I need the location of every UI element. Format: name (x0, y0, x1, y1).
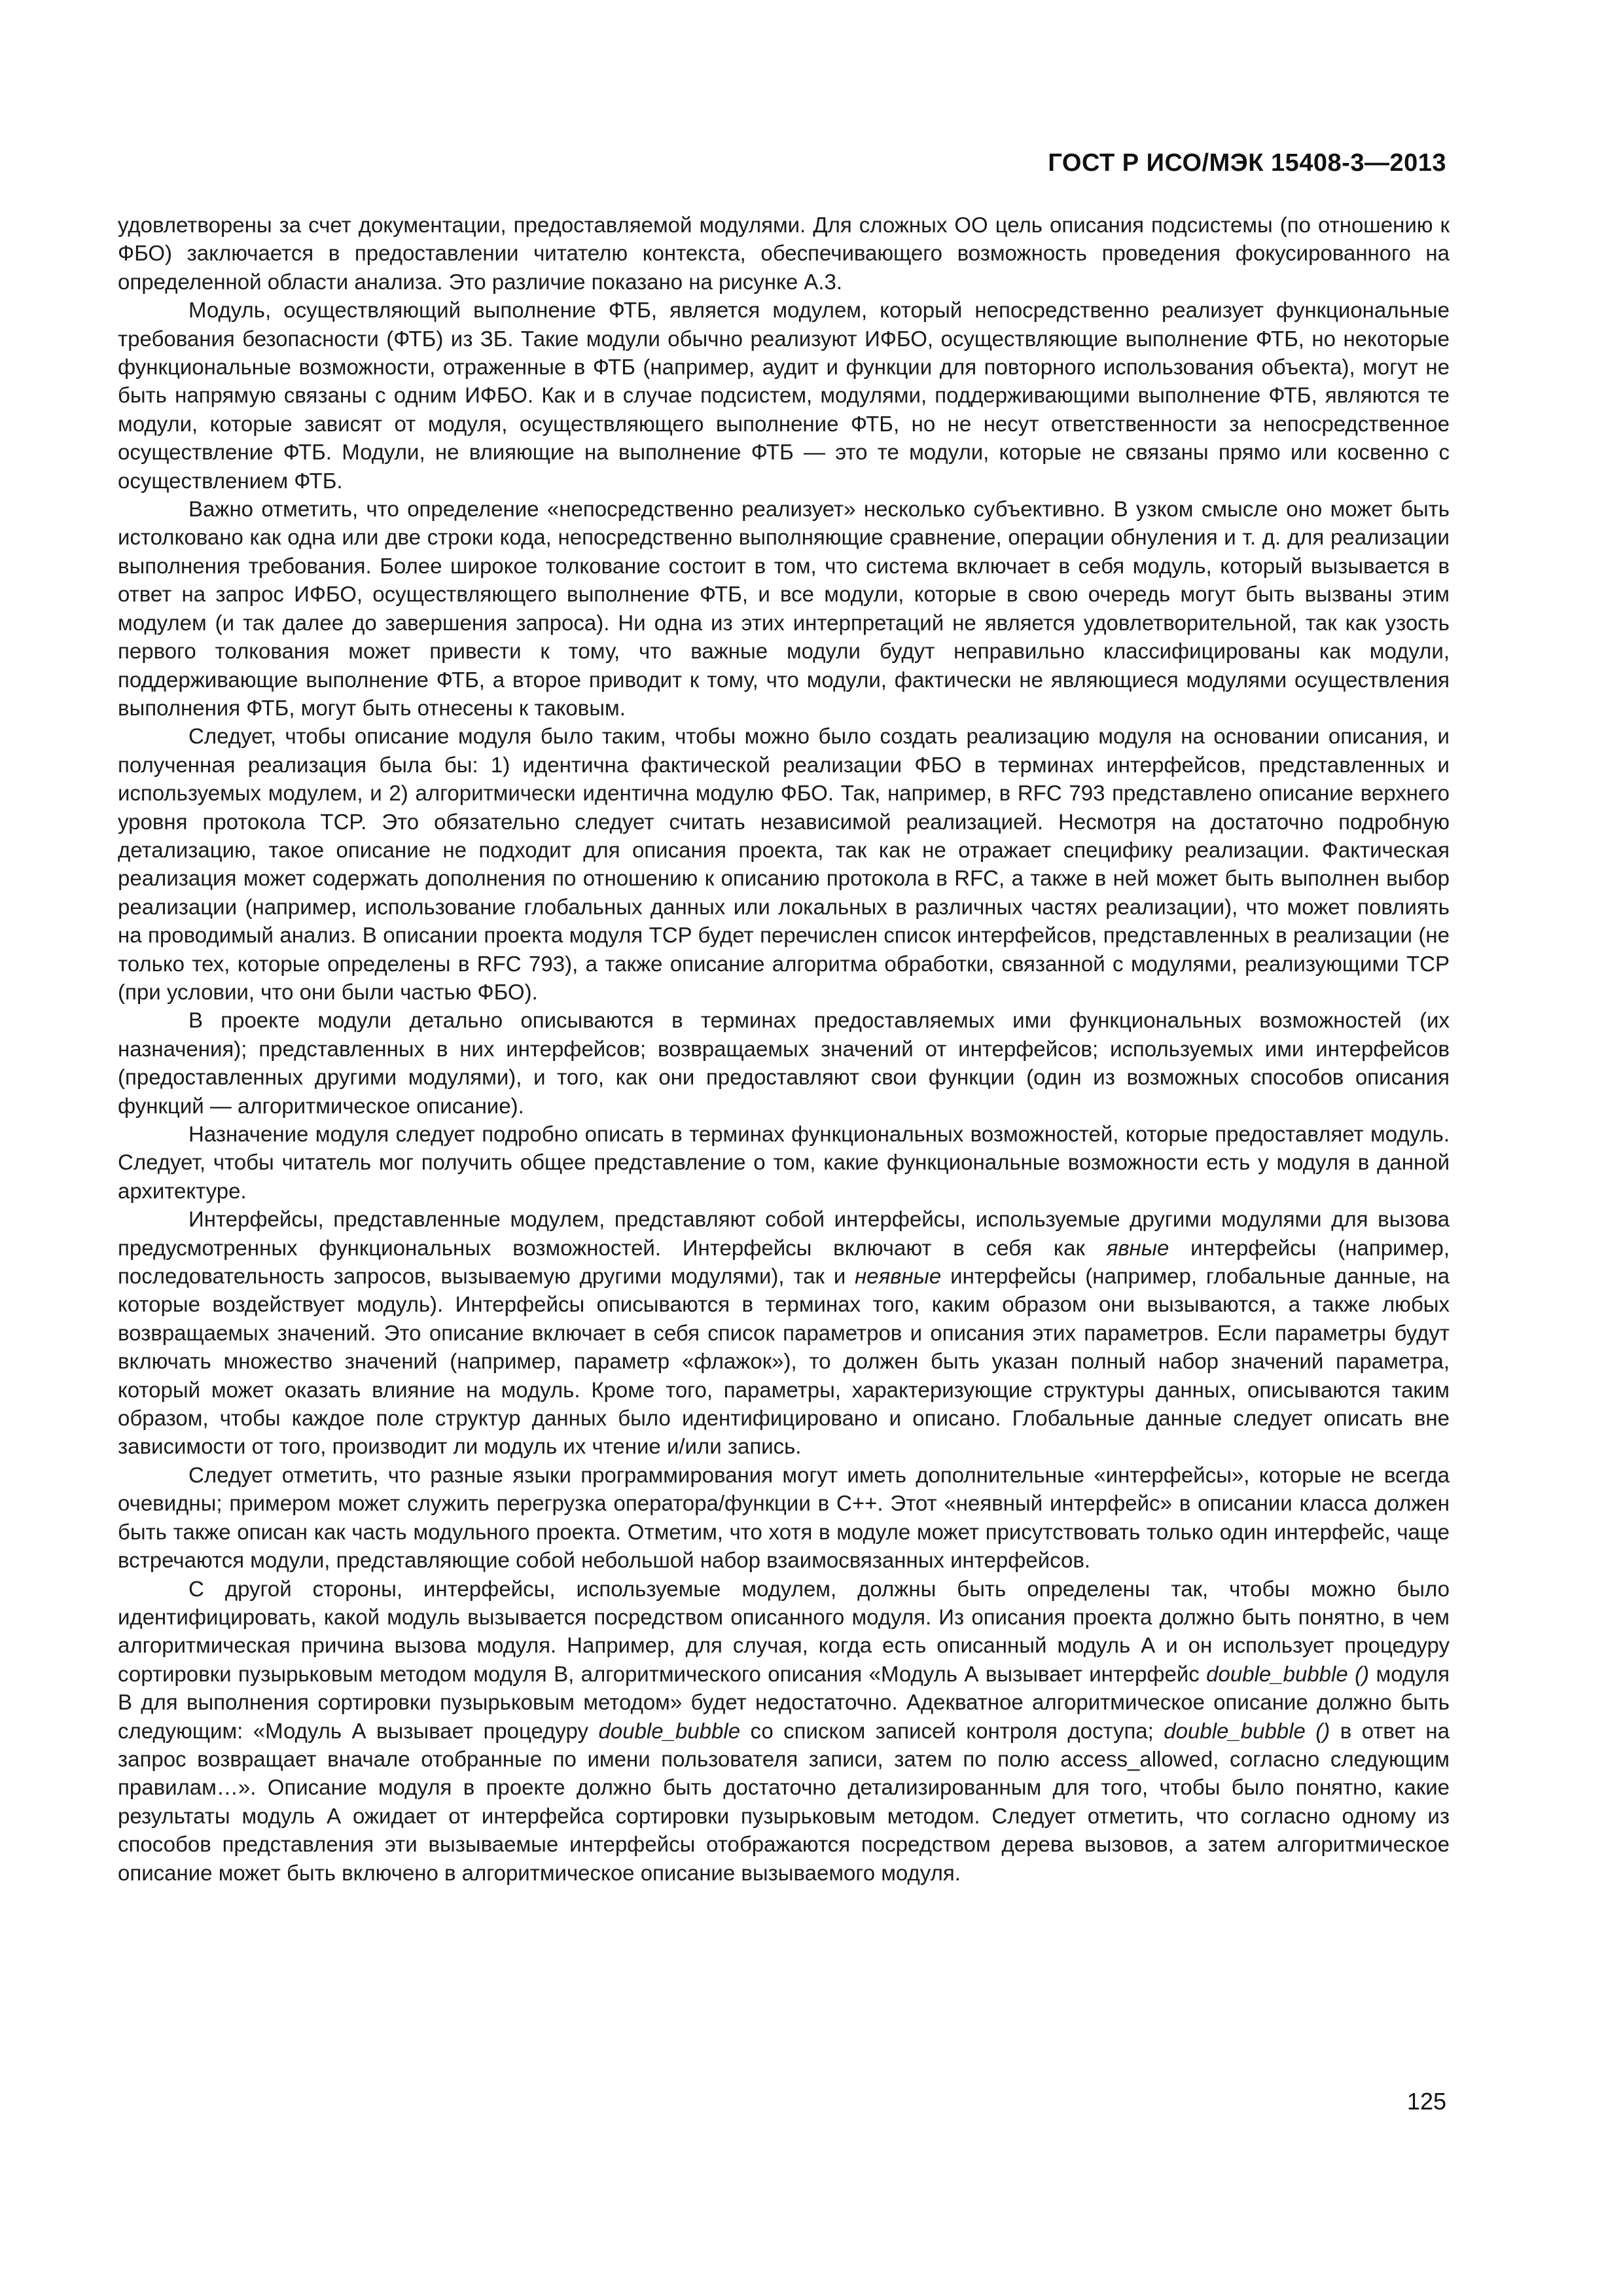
paragraph-text: интерфейсы (например, последовательность запросов, вызываемую другими модулями), так и (118, 1235, 1450, 1289)
paragraph-text: со списком записей контроля доступа; (740, 1718, 1164, 1743)
paragraph-text: Следует, чтобы описание модуля было таким, чтобы можно было создать реализацию модуля на основании описания, и полученная реализация была бы: 1) идентична фактической реализации ФБО в терминах интерфейсов, представленных и используемых модулем, и 2) алгоритмически идентична модулю ФБО. Так, например, в RFC 793 представлено описание верхнего уровня протокола TCP. Это обязательно следует считать независимой реализацией. Несмотря на достаточно подробную детализацию, такое описание не подходит для описания проекта, так как не отражает специфику реализации. Фактическая реализация может содержать дополнения по отношению к описанию протокола в RFC, а также в ней может быть выполнен выбор реализации (например, использование глобальных данных или локальных в различных частях реализации), что может повлиять на проводимый анализ. В описании проекта модуля TCP будет перечислен список интерфейсов, представленных в реализации (не только тех, которые определены в RFC 793), а также описание алгоритма обработки, связанной с модулями, реализующими TCP (при условии, что они были частью ФБО). (118, 724, 1450, 1004)
paragraph-text: Следует отметить, что разные языки программирования могут иметь дополнительные «интерфейсы», которые не всегда очевидны; примером может служить перегрузка оператора/функции в C++. Этот «неявный интерфейс» в описании класса должен быть также описан как часть модульного проекта. Отметим, что хотя в модуле может присутствовать только один интерфейс, чаще встречаются модули, представляющие собой небольшой набор взаимосвязанных интерфейсов. (118, 1462, 1450, 1573)
paragraph (118, 722, 1450, 1006)
paragraph-text: В проекте модули детально описываются в терминах предоставляемых ими функциональных возможностей (их назначения); представленных в них интерфейсов; возвращаемых значений от интерфейсов; используемых ими интерфейсов (предоставленных другими модулями), и того, как они предоставляют свои функции (один из возможных способов описания функций — алгоритмическое описание). (118, 1008, 1450, 1118)
page-body (118, 211, 1450, 1887)
paragraph (118, 296, 1450, 495)
paragraph-text: интерфейсы (например, глобальные данные, на которые воздействует модуль). Интерфейсы описываются в терминах того, каким образом они вызываются, а также любых возвращаемых значений. Это описание включает в себя список параметров и описания этих параметров. Если параметры будут включать множество значений (например, параметр «флажок»), то должен быть указан полный набор значений параметра, который может оказать влияние на модуль. Кроме того, параметры, характеризующие структуры данных, описываются таким образом, чтобы каждое поле структур данных было идентифицировано и описано. Глобальные данные следует описать вне зависимости от того, производит ли модуль их чтение и/или запись. (118, 1264, 1450, 1459)
paragraph (118, 1575, 1450, 1887)
paragraph (118, 495, 1450, 722)
italic-term: double_bubble (598, 1718, 741, 1743)
paragraph (118, 1006, 1450, 1120)
paragraph-text: удовлетворены за счет документации, предоставляемой модулями. Для сложных ОО цель описания подсистемы (по отношению к ФБО) заключается в предоставлении читателю контекста, обеспечивающего возможность проведения фокусированного на определенной области анализа. Это различие показано на рисунке А.3. (118, 213, 1450, 294)
paragraph-text: Модуль, осуществляющий выполнение ФТБ, является модулем, который непосредственно реализует функциональные требования безопасности (ФТБ) из ЗБ. Такие модули обычно реализуют ИФБО, осуществляющие выполнение ФТБ, но некоторые функциональные возможности, отраженные в ФТБ (например, аудит и функции для повторного использования объекта), могут не быть напрямую связаны с одним ИФБО. Как и в случае подсистем, модулями, поддерживающими выполнение ФТБ, являются те модули, которые зависят от модуля, осуществляющего выполнение ФТБ, но не несут ответственности за непосредственное осуществление ФТБ. Модули, не влияющие на выполнение ФТБ — это те модули, которые не связаны прямо или косвенно с осуществлением ФТБ. (118, 298, 1450, 493)
paragraph-text: Назначение модуля следует подробно описать в терминах функциональных возможностей, которые предоставляет модуль. Следует, чтобы читатель мог получить общее представление о том, какие функциональные возможности есть у модуля в данной архитектуре. (118, 1122, 1450, 1203)
italic-term: явные (1106, 1235, 1169, 1260)
italic-term: неявные (855, 1264, 942, 1289)
paragraph-text: Важно отметить, что определение «непосредственно реализует» несколько субъективно. В узком смысле оно может быть истолковано как одна или две строки кода, непосредственно выполняющие сравнение, операции обнуления и т. д. для реализации выполнения требования. Более широкое толкование состоит в том, что система включает в себя модуль, который вызывается в ответ на запрос ИФБО, осуществляющего выполнение ФТБ, и все модули, которые в свою очередь могут быть вызваны этим модулем (и так далее до завершения запроса). Ни одна из этих интерпретаций не является удовлетворительной, так как узость первого толкования может привести к тому, что важные модули будут неправильно классифицированы как модули, поддерживающие выполнение ФТБ, а второе приводит к тому, что модули, фактически не являющиеся модулями осуществления выполнения ФТБ, могут быть отнесены к таковым. (118, 497, 1450, 720)
italic-term: double_bubble () (1164, 1718, 1330, 1743)
paragraph-text: Интерфейсы, представленные модулем, представляют собой интерфейсы, используемые другими модулями для вызова предусмотренных функциональных возможностей. Интерфейсы включают в себя как (118, 1207, 1450, 1260)
paragraph-text: в ответ на запрос возвращает вначале отобранные по имени пользователя записи, затем по полю access_allowed, согласно следующим правилам…». Описание модуля в проекте должно быть достаточно детализированным для того, чтобы было понятно, какие результаты модуль А ожидает от интерфейса сортировки пузырьковым методом. Следует отметить, что согласно одному из способов представления эти вызываемые интерфейсы отображаются посредством дерева вызовов, а затем алгоритмическое описание может быть включено в алгоритмическое описание вызываемого модуля. (118, 1718, 1450, 1885)
paragraph-text: модуля В для выполнения сортировки пузырьковым методом» будет недостаточно. Адекватное алгоритмическое описание должно быть следующим: «Модуль А вызывает процедуру (118, 1661, 1450, 1743)
italic-term: double_bubble () (1206, 1661, 1370, 1686)
paragraph (118, 1205, 1450, 1461)
paragraph-text: С другой стороны, интерфейсы, используемые модулем, должны быть определены так, чтобы можно было идентифицировать, какой модуль вызывается посредством описанного модуля. Из описания проекта должно быть понятно, в чем алгоритмическая причина вызова модуля. Например, для случая, когда есть описанный модуль А и он использует процедуру сортировки пузырьковым методом модуля В, алгоритмического описания «Модуль А вызывает интерфейс (118, 1576, 1450, 1686)
page-number: 125 (1406, 2088, 1446, 2115)
paragraph (118, 1461, 1450, 1575)
paragraph (118, 211, 1450, 296)
standard-header: ГОСТ Р ИСО/МЭК 15408-3—2013 (1048, 149, 1446, 177)
paragraph (118, 1120, 1450, 1205)
